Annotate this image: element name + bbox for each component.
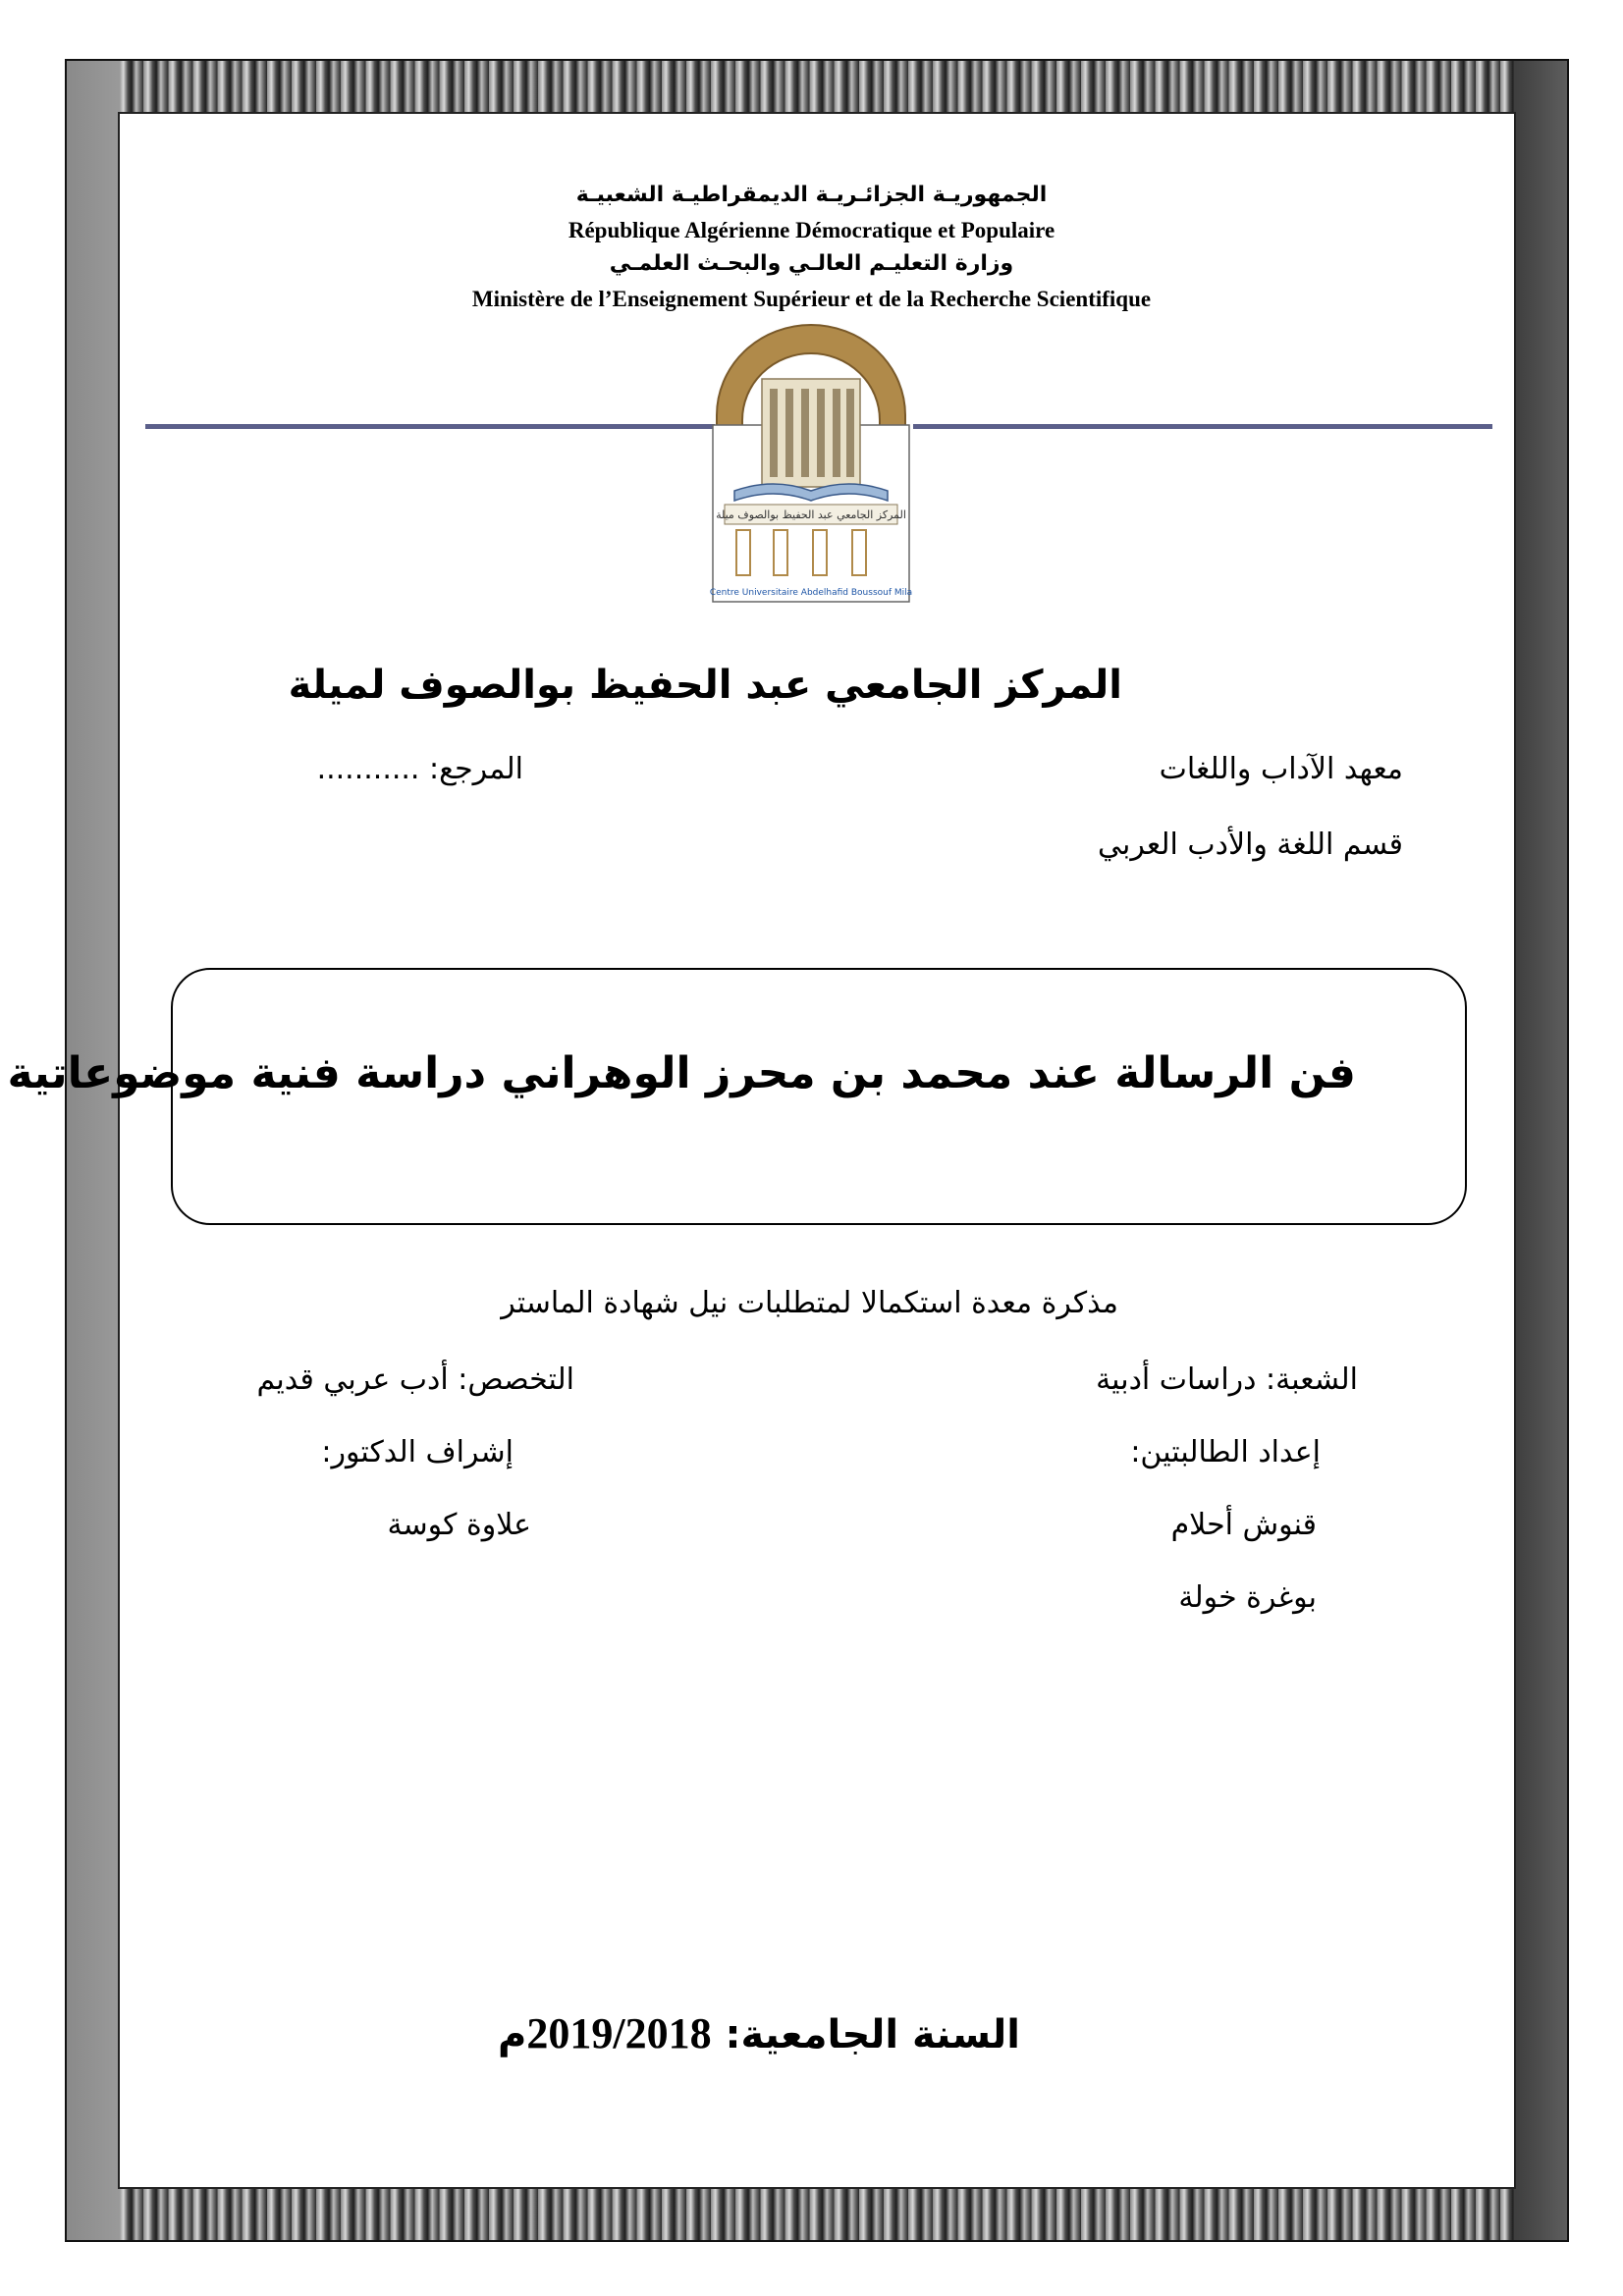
republic-french: République Algérienne Démocratique et Populaire (568, 218, 1055, 242)
academic-year (498, 2008, 1020, 2058)
thesis-title: فن الرسالة عند محمد بن محرز الوهراني دراسة فنية موضوعاتية (7, 1048, 1356, 1098)
reference-number: المرجع: ........... (316, 752, 523, 786)
specialty: التخصص: أدب عربي قديم (256, 1362, 574, 1397)
university-logo (705, 322, 917, 603)
logo-arabic-band: المركز الجامعي عبد الحفيظ بوالصوف ميلة (716, 508, 906, 521)
header-rule-left (145, 424, 715, 429)
ministry-arabic: وزارة التعليـم العالـي والبحـث العلمـي (609, 251, 1014, 276)
supervisor-name: علاوة كوسة (387, 1508, 531, 1542)
institution-name: المركز الجامعي عبد الحفيظ بوالصوف لميلة (288, 663, 1122, 708)
academic-year-value: 2019/2018 (526, 2009, 712, 2057)
institute-name: معهد الآداب واللغات (1159, 752, 1403, 786)
supervisor-label: إشراف الدكتور: (321, 1435, 514, 1469)
prepared-by-label: إعداد الطالبتين: (1130, 1435, 1321, 1469)
academic-year-label: السنة الجامعية: (725, 2012, 1020, 2057)
republic-arabic: الجمهوريـة الجزائـريـة الديمقراطيـة الشعبيـة (575, 183, 1048, 207)
ministry-french: Ministère de l’Enseignement Supérieur et de la Recherche Scientifique (471, 287, 1152, 311)
department-name: قسم اللغة والأدب العربي (1097, 828, 1403, 862)
header-rule-right (913, 424, 1492, 429)
thesis-purpose: مذكرة معدة استكمالا لمتطلبات نيل شهادة الماستر (501, 1286, 1118, 1320)
logo-caption: Centre Universitaire Abdelhafid Boussouf Mila (709, 588, 913, 598)
branch: الشعبة: دراسات أدبية (1096, 1362, 1358, 1397)
student-1: قنوش أحلام (1170, 1508, 1317, 1542)
academic-year-suffix: م (498, 2012, 527, 2057)
student-2: بوغرة خولة (1178, 1580, 1317, 1615)
